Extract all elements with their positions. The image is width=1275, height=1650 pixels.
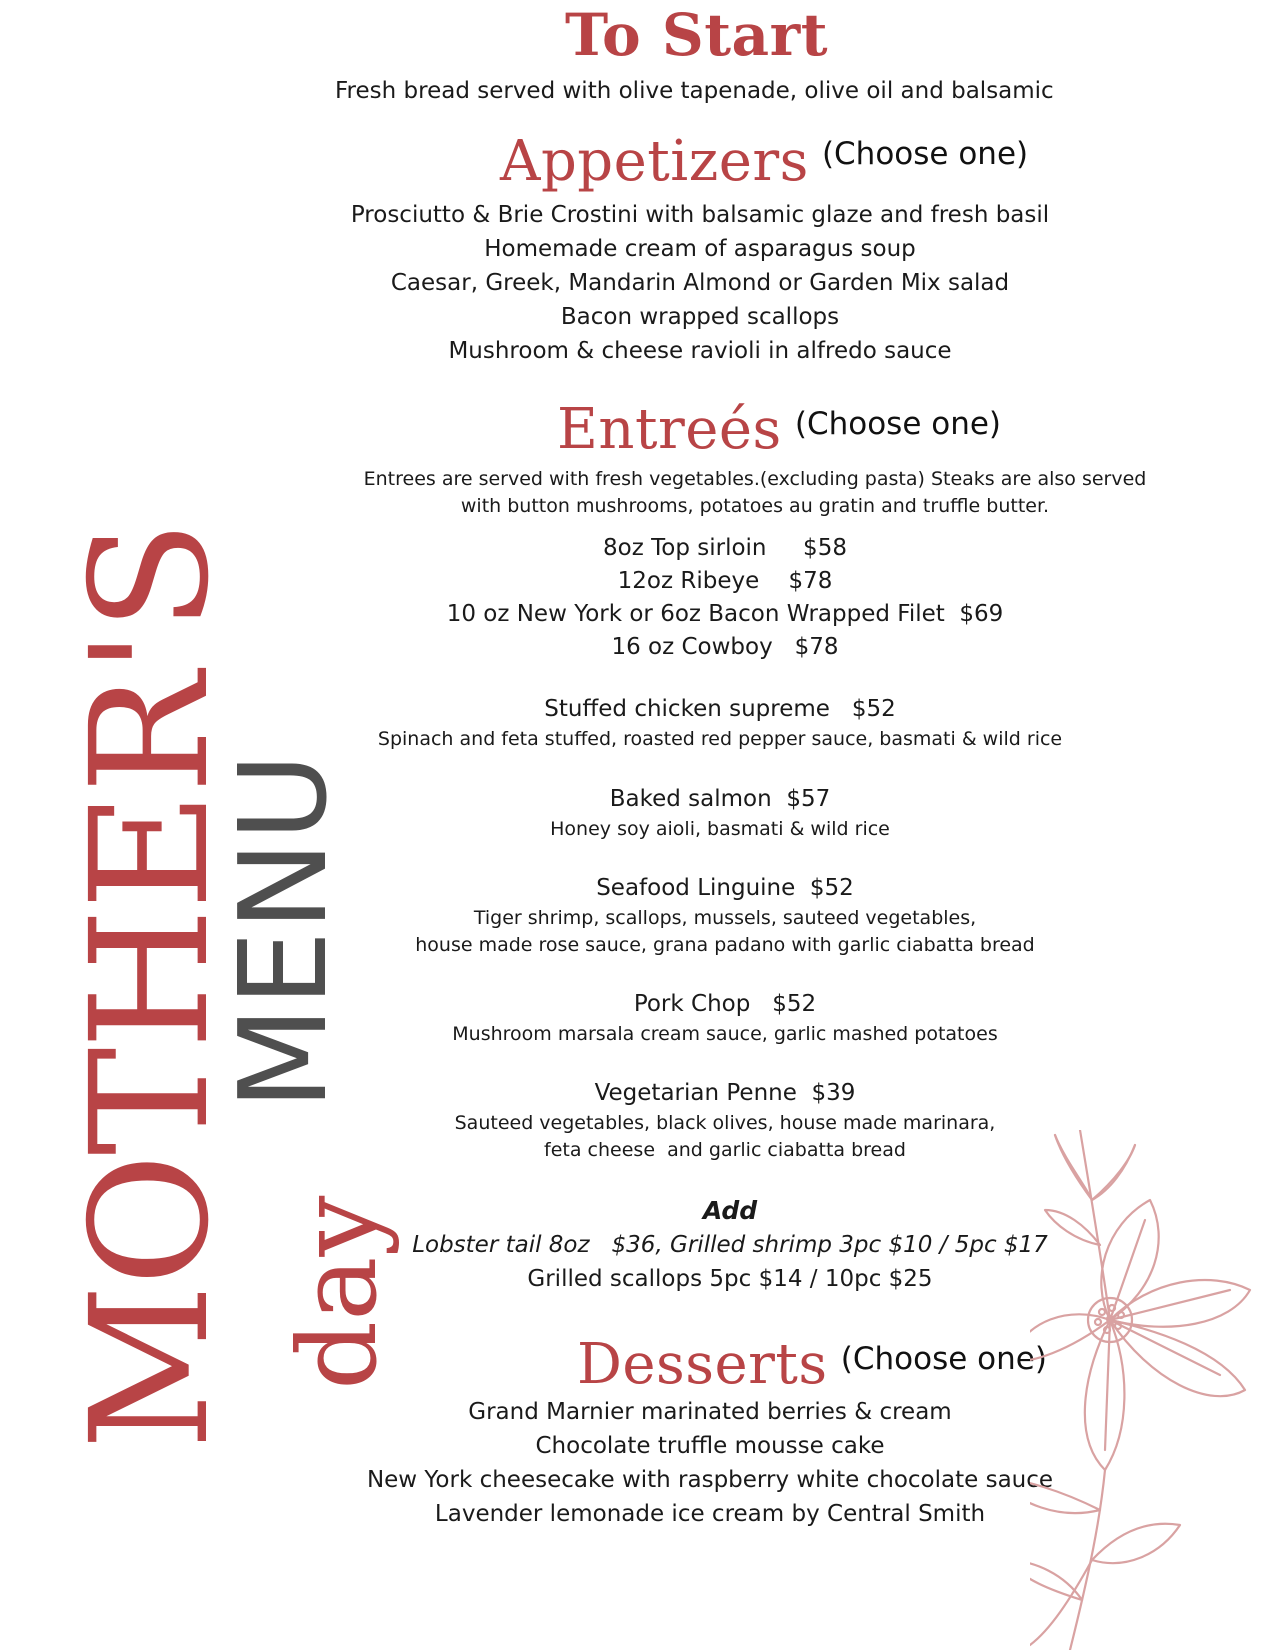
title-day: day: [276, 1195, 401, 1390]
list-item: Caesar, Greek, Mandarin Almond or Garden Mix salad: [390, 270, 1010, 296]
steaks-list: [400, 532, 1050, 664]
dish-desc: feta cheese and garlic ciabatta bread: [544, 1139, 906, 1161]
add-heading: Add: [702, 1196, 758, 1225]
dish-salmon: [360, 782, 1080, 843]
appetizers-choose: (Choose one): [821, 136, 1029, 172]
to-start-item: Fresh bread served with olive tapenade, olive oil and balsamic: [335, 78, 1054, 104]
list-item: Chocolate truffle mousse cake: [535, 1433, 885, 1459]
appetizers-heading: Appetizers: [500, 129, 809, 194]
list-item: 12oz Ribeye $78: [617, 568, 833, 594]
dish-name: Baked salmon $57: [609, 786, 831, 812]
vertical-title: [57, 450, 401, 1450]
entrees-note: [360, 466, 1150, 520]
dish-name: Vegetarian Penne $39: [594, 1080, 856, 1106]
dish-name: Seafood Linguine $52: [596, 875, 854, 901]
entrees-choose: (Choose one): [794, 406, 1002, 442]
desserts-list: [360, 1395, 1060, 1531]
dish-penne: [360, 1076, 1090, 1164]
list-item: Bacon wrapped scallops: [560, 304, 840, 330]
appetizers-header: [500, 129, 1029, 194]
dish-name: Pork Chop $52: [633, 991, 817, 1017]
appetizers-list: [335, 198, 1065, 368]
list-item: Homemade cream of asparagus soup: [484, 236, 916, 262]
dish-porkchop: [360, 987, 1090, 1048]
dish-desc: Mushroom marsala cream sauce, garlic mashed potatoes: [452, 1023, 998, 1045]
list-item: 10 oz New York or 6oz Bacon Wrapped Filet $69: [446, 601, 1004, 627]
dish-desc: Spinach and feta stuffed, roasted red pepper sauce, basmati & wild rice: [377, 728, 1063, 750]
desserts-choose: (Choose one): [840, 1341, 1047, 1377]
dish-chicken: [360, 692, 1080, 753]
title-mothers: MOTHER'S: [57, 522, 245, 1450]
dish-linguine: [360, 871, 1090, 959]
desserts-header: [577, 1332, 1047, 1397]
entrees-heading: Entreés: [557, 397, 782, 462]
entrees-header: [557, 397, 1002, 462]
desserts-heading: Desserts: [577, 1332, 828, 1397]
title-menu: MENU: [215, 753, 354, 1110]
add-section: [390, 1194, 1070, 1296]
add-line-2: Grilled scallops 5pc $14 / 10pc $25: [527, 1266, 933, 1292]
dish-desc: house made rose sauce, grana padano with garlic ciabatta bread: [415, 934, 1035, 956]
list-item: Mushroom & cheese ravioli in alfredo sauce: [448, 338, 952, 364]
list-item: 16 oz Cowboy $78: [611, 634, 839, 660]
dish-name: Stuffed chicken supreme $52: [544, 696, 896, 722]
list-item: Grand Marnier marinated berries & cream: [468, 1399, 952, 1425]
dish-desc: Sauteed vegetables, black olives, house made marinara,: [454, 1112, 996, 1134]
add-line-1: Lobster tail 8oz $36, Grilled shrimp 3pc $10 / 5pc $17: [412, 1232, 1048, 1258]
note-line: with button mushrooms, potatoes au gratin and truffle butter.: [460, 495, 1050, 517]
list-item: New York cheesecake with raspberry white chocolate sauce: [366, 1467, 1054, 1493]
list-item: Lavender lemonade ice cream by Central Smith: [434, 1501, 986, 1527]
to-start-heading: To Start: [565, 1, 828, 69]
list-item: 8oz Top sirloin $58: [603, 535, 847, 561]
dish-desc: Tiger shrimp, scallops, mussels, sauteed vegetables,: [473, 907, 977, 929]
dish-desc: Honey soy aioli, basmati & wild rice: [550, 818, 890, 840]
flower-illustration: [1030, 1130, 1275, 1650]
note-line: Entrees are served with fresh vegetables.(excluding pasta) Steaks are also served: [363, 468, 1147, 490]
list-item: Prosciutto & Brie Crostini with balsamic glaze and fresh basil: [350, 202, 1050, 228]
